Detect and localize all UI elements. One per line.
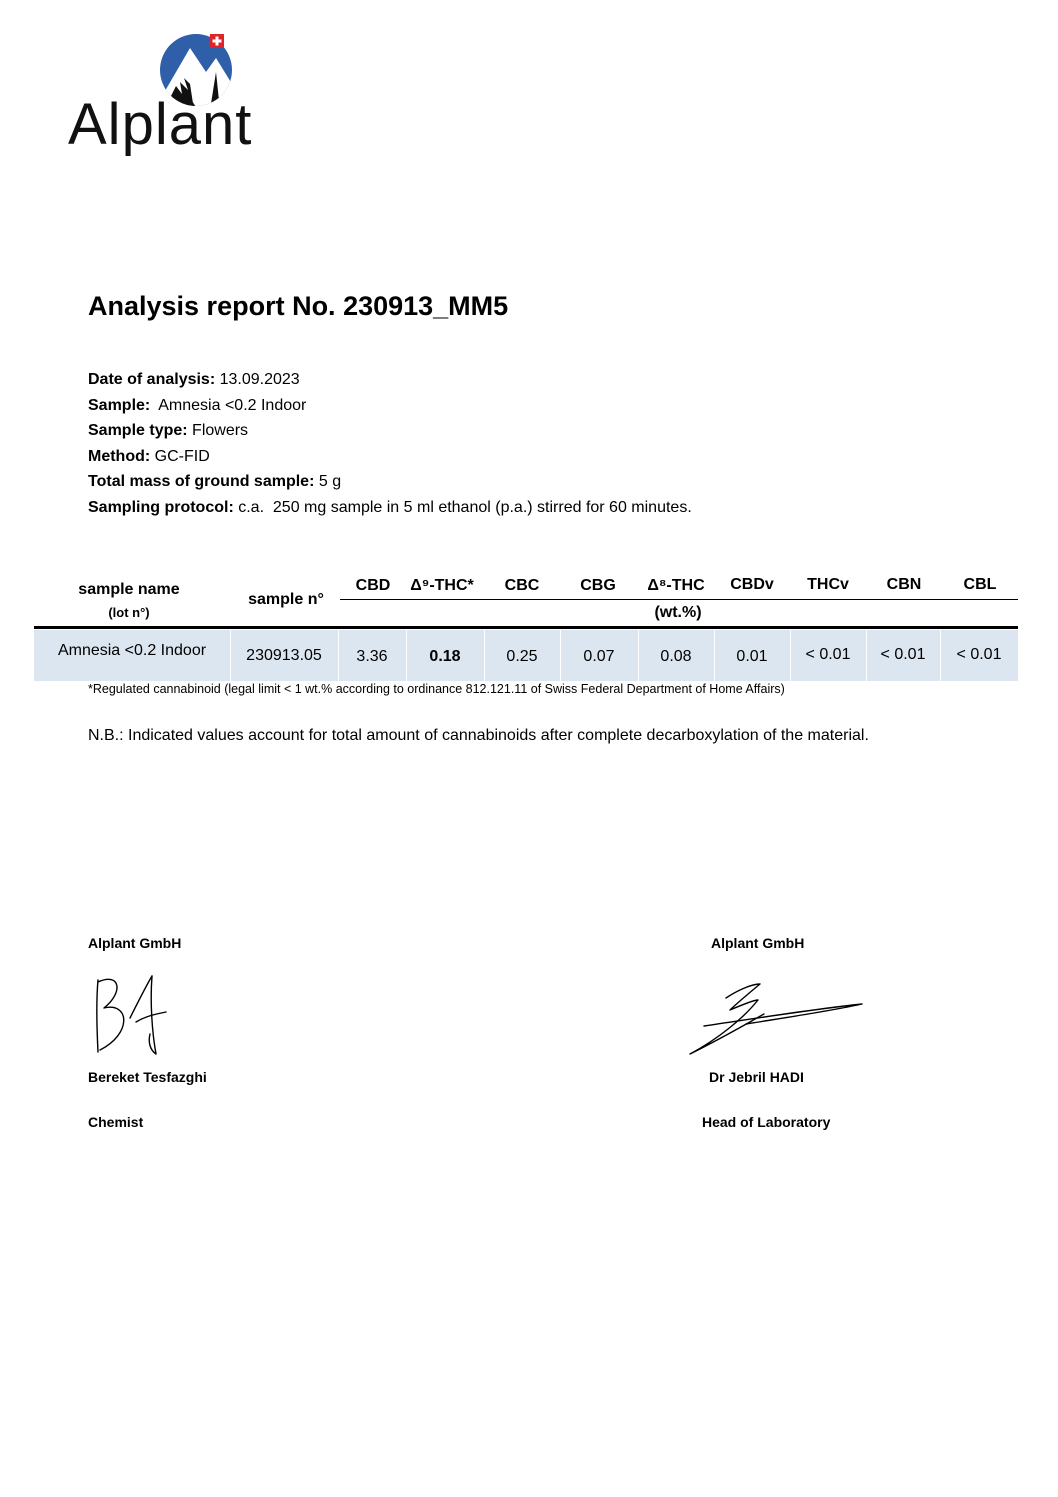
header-cbdv: CBDv xyxy=(730,576,774,593)
cell-d8thc: 0.08 xyxy=(660,648,692,665)
logo-wordmark: Alplant xyxy=(68,92,253,157)
header-lot: (lot n°) xyxy=(108,605,150,620)
right-role: Head of Laboratory xyxy=(702,1114,831,1130)
cell-cbl: < 0.01 xyxy=(956,646,1002,663)
info-sampling-protocol: Sampling protocol: c.a. 250 mg sample in 5 ml ethanol (p.a.) stirred for 60 minutes. xyxy=(88,498,692,516)
cell-thcv: < 0.01 xyxy=(805,646,851,663)
results-table xyxy=(34,570,1018,682)
cell-cbc: 0.25 xyxy=(506,648,538,665)
report-title: Analysis report No. 230913_MM5 xyxy=(88,291,509,321)
report-info xyxy=(88,367,692,521)
header-divider xyxy=(340,599,1018,600)
left-name: Bereket Tesfazghi xyxy=(88,1069,207,1085)
header-sample-name: sample name xyxy=(78,581,180,598)
header-unit: (wt.%) xyxy=(654,604,702,621)
info-sample-type: Sample type: Flowers xyxy=(88,422,249,440)
header-sample-no: sample n° xyxy=(248,591,324,608)
header-cbd: CBD xyxy=(355,577,391,594)
cell-sample-no: 230913.05 xyxy=(246,647,322,664)
header-cbl: CBL xyxy=(963,576,997,593)
cell-cbd: 3.36 xyxy=(356,648,388,665)
info-sample: Sample: Amnesia <0.2 Indoor xyxy=(88,396,307,414)
left-role: Chemist xyxy=(88,1114,144,1130)
header-bottom-rule xyxy=(34,626,1018,629)
note: N.B.: Indicated values account for total amount of cannabinoids after complete decarboxylation of the material. xyxy=(88,727,869,744)
header-cbn: CBN xyxy=(886,576,922,593)
right-name: Dr Jebril HADI xyxy=(709,1069,804,1085)
info-total-mass: Total mass of ground sample: 5 g xyxy=(88,473,342,491)
cell-cbdv: 0.01 xyxy=(736,648,768,665)
cell-cbn: < 0.01 xyxy=(880,646,926,663)
info-date: Date of analysis: 13.09.2023 xyxy=(88,371,300,388)
info-method: Method: GC-FID xyxy=(88,447,210,465)
header-d8thc: Δ⁸-THC xyxy=(647,577,705,594)
header-cbg: CBG xyxy=(580,577,616,594)
cell-sample-name: Amnesia <0.2 Indoor xyxy=(57,642,207,659)
header-d9thc: Δ⁹-THC* xyxy=(410,577,474,594)
cell-cbg: 0.07 xyxy=(583,648,615,665)
left-company: Alplant GmbH xyxy=(88,935,182,951)
table-row xyxy=(34,630,1018,681)
header-thcv: THCv xyxy=(807,576,849,593)
signature-right xyxy=(686,980,866,1060)
right-company: Alplant GmbH xyxy=(711,935,805,951)
signature-left xyxy=(90,972,170,1060)
footnote: *Regulated cannabinoid (legal limit < 1 wt.% according to ordinance 812.121.11 of Swiss Federal Department of Home Affairs) xyxy=(88,682,785,696)
cell-d9thc: 0.18 xyxy=(429,648,461,665)
header-cbc: CBC xyxy=(504,577,540,594)
